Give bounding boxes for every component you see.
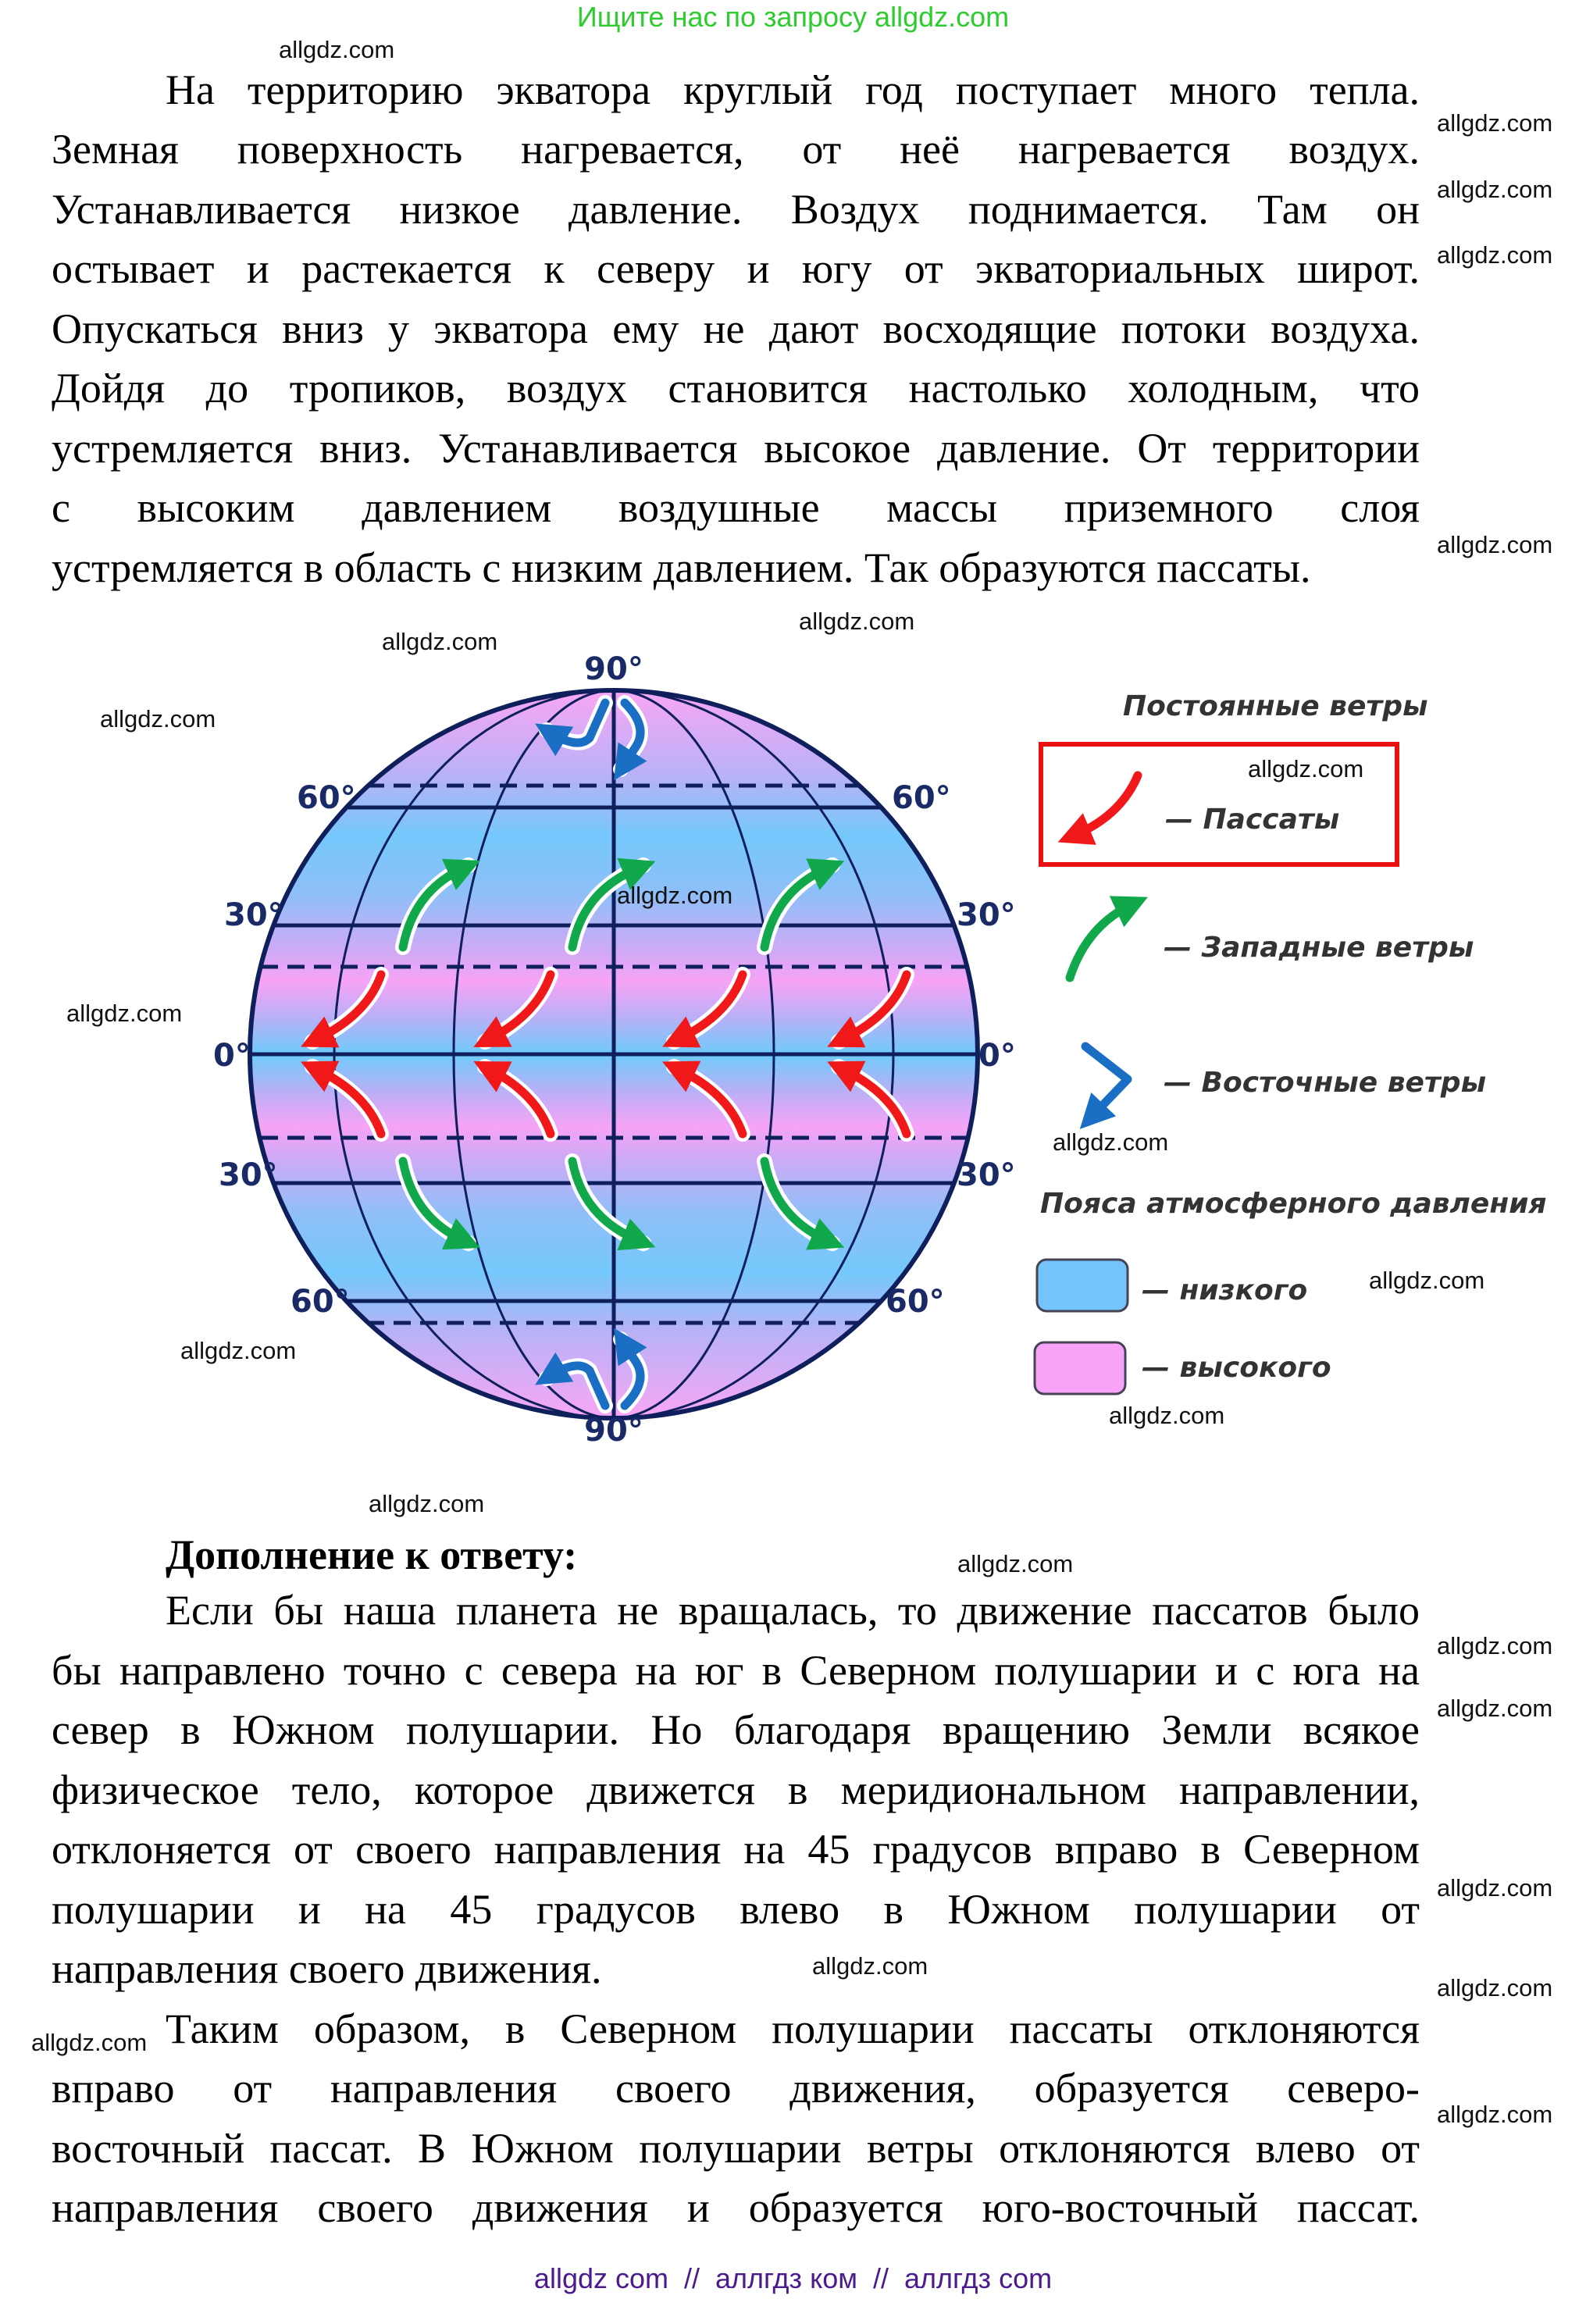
paragraph2-line: бы направлено точно с севера на юг в Северном полушарии и с юга на xyxy=(52,1647,1420,1694)
legend-trade-winds: — Пассаты xyxy=(1165,804,1340,836)
paragraph3-line: вправо от направления своего движения, образуется северо- xyxy=(52,2065,1420,2112)
legend-winds-title: Постоянные ветры xyxy=(1123,690,1428,722)
addendum-heading: Дополнение к ответу: xyxy=(166,1531,578,1578)
legend-low: — низкого xyxy=(1142,1274,1308,1306)
low-pressure-swatch xyxy=(1037,1260,1128,1311)
watermark: allgdz.com xyxy=(1437,1632,1553,1659)
watermark: allgdz.com xyxy=(1109,1402,1225,1429)
paragraph1-line: Опускаться вниз у экватора ему не дают восходящие потоки воздуха. xyxy=(52,305,1420,352)
watermark: allgdz.com xyxy=(1248,755,1364,782)
watermark: allgdz.com xyxy=(812,1952,928,1980)
paragraph1-line: устремляется вниз. Устанавливается высокое давление. От территории xyxy=(52,425,1420,472)
label-60s-right: 60° xyxy=(886,1284,945,1320)
paragraph2-line: север в Южном полушарии. Но благодаря вращению Земли всякое xyxy=(52,1706,1420,1753)
watermark: allgdz.com xyxy=(100,705,216,732)
label-60s-left: 60° xyxy=(290,1284,350,1320)
label-south-pole: 90° xyxy=(584,1413,643,1449)
paragraph2-line: Если бы наша планета не вращалась, то движение пассатов было xyxy=(166,1587,1420,1634)
legend-pressure-title: Пояса атмосферного давления xyxy=(1040,1188,1547,1220)
watermark: allgdz.com xyxy=(1437,1874,1553,1902)
paragraph1-line: с высоким давлением воздушные массы приземного слоя xyxy=(52,484,1420,531)
label-30s-right: 30° xyxy=(957,1157,1016,1193)
paragraph2-line: направления своего движения. xyxy=(52,1945,602,1992)
paragraph2-line: полушарии и на 45 градусов влево в Южном полушарии от xyxy=(52,1886,1420,1933)
search-banner[interactable]: Ищите нас по запросу allgdz.com xyxy=(576,1,1010,33)
watermark: allgdz.com xyxy=(180,1337,297,1364)
watermark: allgdz.com xyxy=(617,882,733,909)
watermark: allgdz.com xyxy=(1369,1267,1485,1294)
label-equator-left: 0° xyxy=(213,1038,251,1074)
watermark: allgdz.com xyxy=(31,2029,148,2056)
watermark: allgdz.com xyxy=(1053,1128,1169,1156)
paragraph1-line: На территорию экватора круглый год поступает много тепла. xyxy=(166,66,1420,113)
watermark: allgdz.com xyxy=(1437,1695,1553,1722)
legend-high: — высокого xyxy=(1142,1352,1331,1384)
label-30n-left: 30° xyxy=(224,897,283,933)
watermark: allgdz.com xyxy=(957,1550,1074,1577)
trade-wind-legend-arrow-icon xyxy=(1074,775,1138,836)
footer-links[interactable]: allgdz com // аллгдз ком // аллгдз com xyxy=(533,2262,1053,2294)
paragraph1-line: остывает и растекается к северу и югу от экваториальных широт. xyxy=(52,245,1420,292)
paragraph1-line: Устанавливается низкое давление. Воздух поднимается. Там он xyxy=(52,186,1420,233)
paragraph2-line: отклоняется от своего направления на 45 градусов вправо в Северном xyxy=(52,1826,1420,1873)
label-equator-right: 0° xyxy=(978,1038,1016,1074)
paragraph3-line: направления своего движения и образуется юго-восточный пассат. xyxy=(52,2184,1420,2231)
watermark: allgdz.com xyxy=(1437,176,1553,203)
watermark: allgdz.com xyxy=(66,1000,183,1027)
watermark: allgdz.com xyxy=(279,36,395,63)
legend-easterlies: — Восточные ветры xyxy=(1164,1067,1487,1099)
label-30s-left: 30° xyxy=(219,1157,278,1193)
watermark: allgdz.com xyxy=(1437,531,1553,558)
watermark: allgdz.com xyxy=(1437,1974,1553,2001)
watermark: allgdz.com xyxy=(369,1490,485,1517)
label-north-pole: 90° xyxy=(584,651,643,687)
westerly-legend-arrow-icon xyxy=(1070,904,1132,978)
label-30n-right: 30° xyxy=(957,897,1016,933)
watermark: allgdz.com xyxy=(1437,241,1553,269)
watermark: allgdz.com xyxy=(1437,2101,1553,2128)
easterly-legend-arrow-icon xyxy=(1085,1046,1128,1117)
paragraph3-line: Таким образом, в Северном полушарии пассаты отклоняются xyxy=(166,2005,1420,2052)
high-pressure-swatch xyxy=(1035,1342,1125,1394)
watermark: allgdz.com xyxy=(799,608,915,635)
paragraph1-line: Земная поверхность нагревается, от неё нагревается воздух. xyxy=(52,126,1420,173)
label-60n-right: 60° xyxy=(892,780,951,816)
label-60n-left: 60° xyxy=(297,780,356,816)
paragraph1-line: Дойдя до тропиков, воздух становится настолько холодным, что xyxy=(52,365,1420,412)
watermark: allgdz.com xyxy=(1437,109,1553,137)
watermark: allgdz.com xyxy=(382,628,498,655)
paragraph3-line: восточный пассат. В Южном полушарии ветры отклоняются влево от xyxy=(52,2125,1420,2172)
legend-westerlies: — Западные ветры xyxy=(1164,932,1474,964)
paragraph1-line: устремляется в область с низким давлением. Так образуются пассаты. xyxy=(52,544,1311,591)
paragraph2-line: физическое тело, которое движется в меридиональном направлении, xyxy=(52,1766,1420,1813)
